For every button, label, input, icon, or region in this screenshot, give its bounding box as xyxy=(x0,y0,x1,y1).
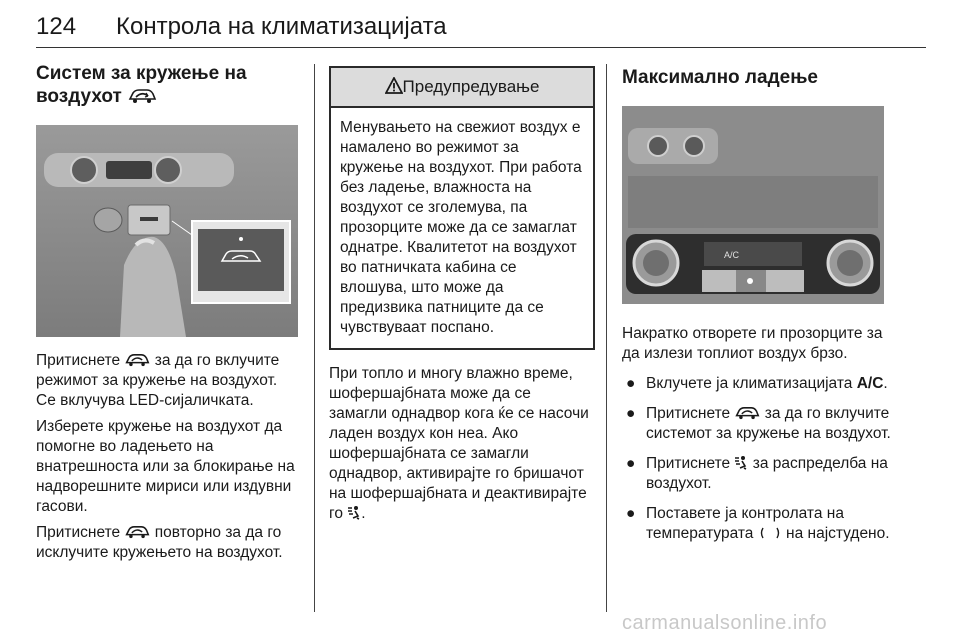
watermark: carmanualsonline.info xyxy=(622,612,828,634)
list-item: ● Притиснете за да го вклучите системот за кружење на воздухот. xyxy=(626,405,891,442)
steps-list xyxy=(622,374,892,544)
list-item: ● Притиснете за распределба на воздухот. xyxy=(626,455,888,492)
recirculation-icon xyxy=(124,353,150,367)
temperature-control-icon xyxy=(758,526,782,540)
air-distribution-icon xyxy=(734,455,748,470)
section-heading: Систем за кружење на воздухот xyxy=(36,63,247,107)
climate-panel-illustration xyxy=(622,106,884,304)
column-divider xyxy=(606,64,607,612)
ac-button-label: A/C xyxy=(724,250,740,260)
warning-header xyxy=(331,68,593,108)
list-item: ● Вклучете ја климатизацијата A/C. xyxy=(626,375,888,392)
recirculation-icon xyxy=(124,525,150,539)
column-air-recirculation xyxy=(36,62,298,563)
page-header xyxy=(36,12,926,42)
column-warning xyxy=(329,66,593,524)
paragraph: Изберете кружење на воздухот да помогне во ладењето на внатрешноста или за блокирање на надворешните мириси или издувни гасови. xyxy=(36,418,295,515)
paragraph: Накратко отворете ги прозорците за да излези топлиот воздух брзо. xyxy=(622,325,883,362)
paragraph: При топло и многу влажно време, шофершајбната може да се замагли однадвор кога ќе се насочи ладен воздух кон неа. Ако шофершајбната се замагли однадвор, активирајте го бришачот на шофершајбната и деактивирајте го . xyxy=(329,365,589,522)
page-number: 124 xyxy=(36,13,77,40)
warning-box xyxy=(329,66,595,350)
climate-panel-photo xyxy=(622,106,884,304)
recirculation-icon xyxy=(734,406,760,420)
warning-text: Менувањето на свежиот воздух е намалено во режимот за кружење на воздухот. При работа без ладење, влажноста на воздухот се зголемува, па прозорците може да се замаглат однатре. Квалитетот на воздухот во патничката кабина се влошува, што може да предизвика патниците да се чувствуваат поспано. xyxy=(340,119,582,336)
warning-triangle-icon xyxy=(385,77,403,94)
console-photo xyxy=(36,125,298,337)
column-divider xyxy=(314,64,315,612)
warning-title: Предупредување xyxy=(402,77,540,96)
section-heading: Максимално ладење xyxy=(622,67,818,88)
console-illustration xyxy=(36,125,298,337)
column-max-cooling xyxy=(622,66,892,554)
paragraph: Притиснете повторно за да го исклучите кружењето на воздухот. xyxy=(36,524,283,561)
air-distribution-icon xyxy=(347,505,361,520)
header-divider xyxy=(36,47,926,48)
page-title: Контрола на климатизацијата xyxy=(116,13,447,40)
recirculation-icon xyxy=(127,88,157,104)
list-item: ● Поставете ја контролата на температурата на најстудено. xyxy=(626,505,890,542)
paragraph: Притиснете за да го вклучите режимот за кружење на воздухот. Се вклучува LED-сијаличката. xyxy=(36,352,280,409)
